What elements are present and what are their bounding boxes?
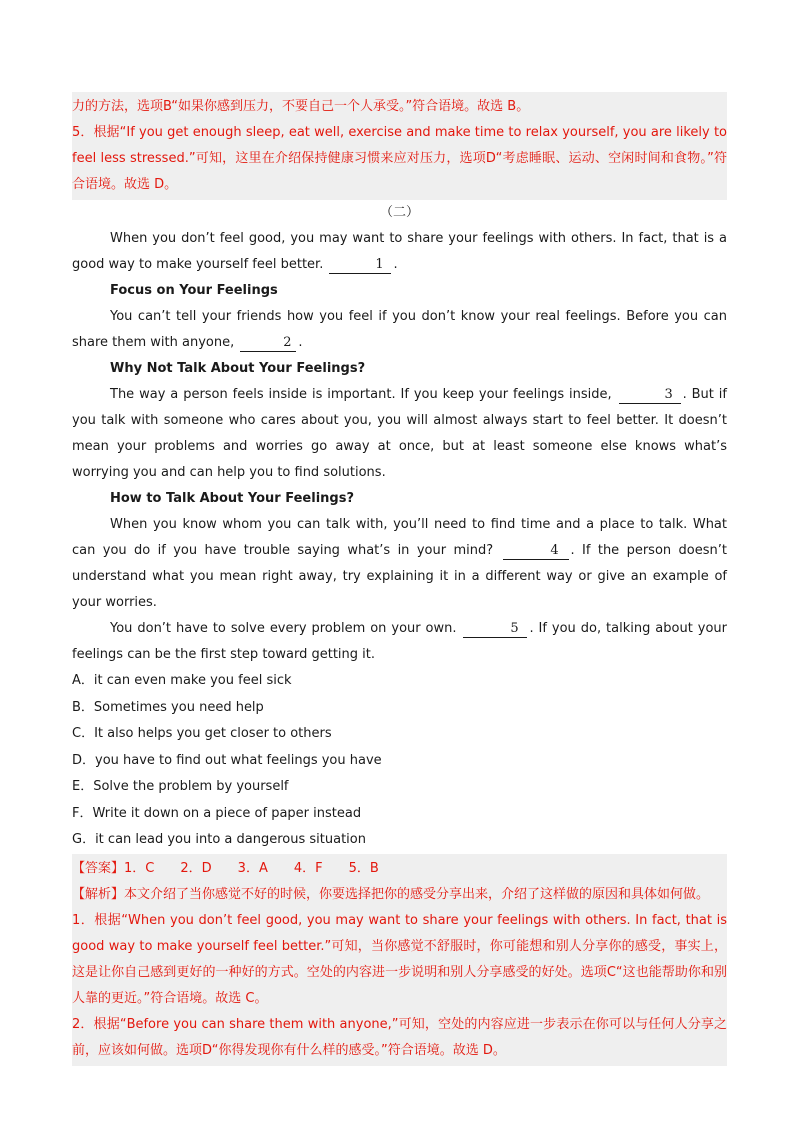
analysis-summary-text: 本文介绍了当你感觉不好的时候，你要选择把你的感受分享出来，介绍了这样做的原因和具体如何做。 [124, 886, 710, 902]
option-c: C．It also helps you get closer to others [72, 726, 332, 741]
paragraph-1-text: When you don’t feel good, you may want to share your feelings with others. In fact, that is a good way to make yourself feel better. [72, 231, 727, 272]
paragraph-4-text-after: . If the person doesn’t understand what you mean right away, try explaining it in a different way or give an example of your worries. [72, 543, 727, 610]
paragraph-3-text-after: . But if you talk with someone who cares about you, you will almost always start to feel better. It doesn’t mean your problems and worries go away at once, but at least someone else knows what’s worrying you and can help you to find solutions. [72, 387, 727, 480]
option-f: F．Write it down on a piece of paper instead [72, 805, 362, 821]
answer-line [72, 856, 727, 882]
option-e: E．Solve the problem by yourself [72, 779, 289, 794]
blank-3: 3 [619, 387, 681, 404]
blank-5: 5 [463, 621, 527, 638]
analysis-point-1: 1．根据“When you don’t feel good, you may want to share your feelings with others. In fact, that is good way to make yourself feel better.”可知，当你感觉不舒服时，你可能想和别人分享你的感受，事实上，这是让你自己感到更好的一种好的方式。空处的内容进一步说明和别人分享感受的好处。选项C“这也能帮助你和别人靠的更近。”符合语境。故选 C。 [72, 912, 727, 1006]
paragraph-2 [72, 304, 727, 356]
paragraph-1 [72, 226, 727, 278]
options-list [72, 668, 727, 854]
answer-item: 3．A [237, 860, 268, 876]
blank-2: 2 [240, 335, 296, 352]
paragraph-5-text-before: You don’t have to solve every problem on your own. [110, 621, 457, 636]
section-title: （二） [379, 205, 419, 220]
heading-how-to-talk: How to Talk About Your Feelings? [110, 491, 354, 506]
heading-why-not-talk: Why Not Talk About Your Feelings? [110, 361, 366, 376]
analysis-point-2: 2．根据“Before you can share them with anyone,”可知，空处的内容应进一步表示在你可以与任何人分享之前，应该如何做。选项D“你得发现你有什么样的感受。”符合语境。故选 D。 [72, 1016, 727, 1058]
answer-analysis-block [72, 854, 727, 1066]
heading-focus-on-feelings: Focus on Your Feelings [110, 283, 278, 298]
answer-item: 1．C [124, 860, 155, 876]
answer-item: 2．D [180, 860, 212, 876]
analysis-point-5: 5．根据“If you get enough sleep, eat well, exercise and make time to relax yourself, you are likely to feel less stressed.”可知，这里在介绍保持健康习惯来应对压力，选项D“考虑睡眠、运动、空闲时间和食物。”符合语境。故选 D。 [72, 125, 727, 192]
blank-4: 4 [503, 543, 569, 560]
paragraph-3-text-before: The way a person feels inside is important. If you keep your feelings inside, [110, 387, 612, 402]
answer-label: 【答案】 [72, 860, 125, 876]
previous-analysis-block [72, 92, 727, 200]
analysis-continuation: 力的方法，选项B“如果你感到压力，不要自己一个人承受。”符合语境。故选 B。 [72, 99, 530, 114]
blank-1: 1 [329, 257, 391, 274]
document-page [72, 92, 727, 1066]
answer-item: 5．B [348, 860, 379, 876]
period: . [298, 335, 303, 350]
paragraph-2-text: You can’t tell your friends how you feel if you don’t know your real feelings. Before you can share them with anyone, [72, 309, 727, 350]
option-d: D．you have to find out what feelings you have [72, 752, 382, 768]
period: . [393, 257, 398, 272]
paragraph-5-text-after: . If you do, talking about your feelings can be the first step toward getting it. [72, 621, 727, 662]
answer-item: 4．F [293, 860, 323, 876]
paragraph-4-text-before: When you know whom you can talk with, you’ll need to find time and a place to talk. What can you do if you have trouble saying what’s in your mind? [72, 517, 727, 558]
option-a: A．it can even make you feel sick [72, 673, 292, 688]
analysis-summary [72, 882, 727, 908]
analysis-label: 【解析】 [72, 886, 125, 902]
paragraph-4 [72, 512, 727, 616]
paragraph-3 [72, 382, 727, 486]
option-b: B．Sometimes you need help [72, 699, 264, 715]
paragraph-5 [72, 616, 727, 668]
option-g: G．it can lead you into a dangerous situation [72, 832, 366, 847]
